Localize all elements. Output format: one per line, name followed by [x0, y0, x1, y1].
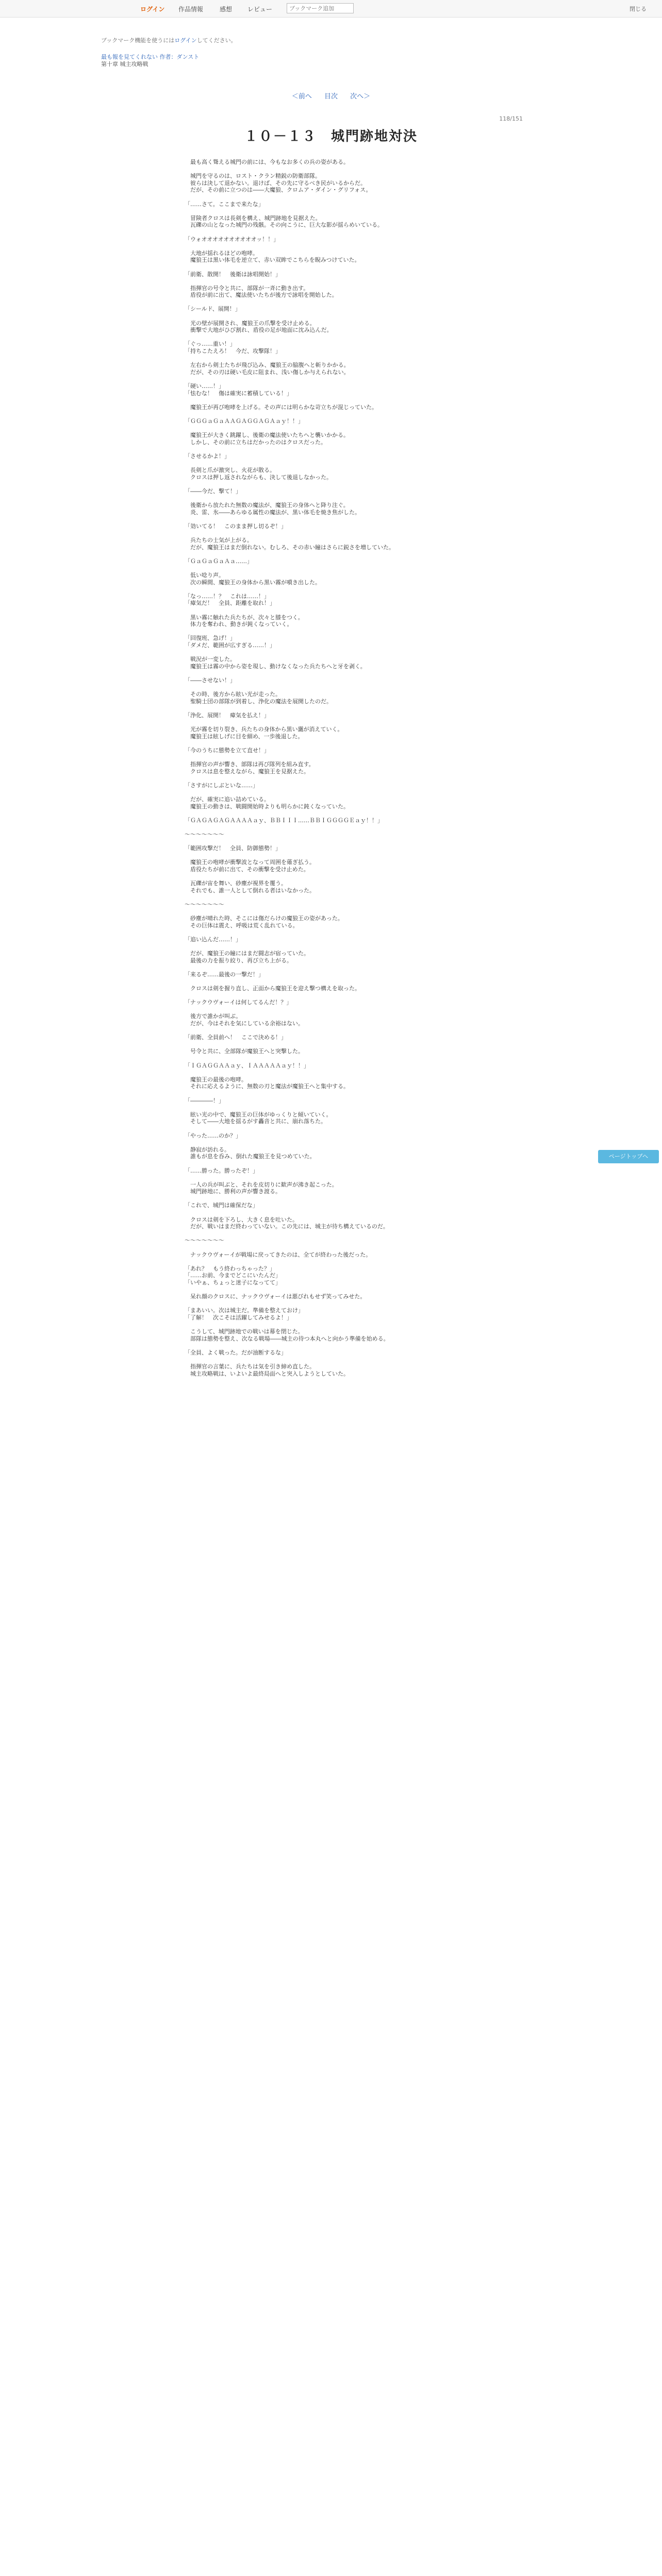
- body-line: [185, 1357, 473, 1364]
- body-line: 「持ちこたえろ！ 今だ、攻撃隊！」: [185, 348, 281, 355]
- body-line: [185, 1006, 473, 1013]
- body-line: [185, 929, 473, 936]
- next-link[interactable]: 次へ＞: [350, 93, 371, 100]
- body-line: 「瘴気だ！ 全員、距離を取れ！」: [185, 600, 275, 607]
- novel-body: [185, 159, 473, 1377]
- body-line: [185, 264, 473, 271]
- body-line: その時、後方から眩い光が走った。: [185, 691, 281, 698]
- toc-link[interactable]: 目次: [324, 93, 338, 100]
- body-line: 戦況が一変した。: [185, 656, 236, 663]
- body-line: 砂塵が晴れた時、そこには傷だらけの魔狼王の姿があった。: [185, 915, 343, 922]
- body-line: だが、その刃は硬い毛皮に阻まれ、浅い傷しか与えられない。: [185, 368, 350, 376]
- body-line: 「了解！ 次こそは活躍してみせるよ！」: [185, 1314, 292, 1321]
- body-line: [185, 852, 473, 859]
- pager: [0, 91, 662, 100]
- body-line: 指揮官の号令と共に、部隊が一斉に動き出す。: [185, 284, 309, 292]
- close-link[interactable]: 閉じる: [630, 6, 647, 12]
- body-line: [185, 411, 473, 418]
- body-line: [185, 628, 473, 635]
- body-line: 一人の兵が叫ぶと、それを皮切りに歓声が沸き起こった。: [185, 1181, 338, 1188]
- body-line: 「……勝った。勝ったぞ！」: [185, 1167, 258, 1174]
- body-line: 後衛から放たれた無数の魔法が、魔狼王の身体へと降り注ぐ。: [185, 502, 349, 509]
- body-line: 冒険者クロスは長剣を構え、城門跡地を見据えた。: [185, 214, 321, 222]
- body-line: [185, 1321, 473, 1329]
- body-line: 「今のうちに態勢を立て直せ！」: [185, 747, 270, 754]
- body-line: [185, 313, 473, 320]
- body-line: [185, 607, 473, 614]
- body-line: [185, 649, 473, 656]
- body-line: 「追い込んだ……！」: [185, 936, 241, 943]
- notice-post: してください。: [196, 37, 237, 44]
- body-line: [185, 810, 473, 817]
- body-line: [185, 278, 473, 285]
- body-line: [185, 824, 473, 831]
- body-line: 「――今だ、撃て！」: [185, 487, 241, 495]
- body-line: しかし、その前に立ちはだかったのはクロスだった。: [185, 438, 326, 446]
- bookmark-notice: [101, 36, 237, 44]
- body-line: だが、確実に追い詰めている。: [185, 796, 270, 803]
- body-line: 「……お前、今までどこにいたんだ」: [185, 1272, 281, 1279]
- body-line: 瓦礫が宙を舞い、砂塵が視界を覆う。: [185, 880, 287, 887]
- body-line: 眩い光の中で、魔狼王の巨体がゆっくりと傾いていく。: [185, 1111, 332, 1118]
- body-line: 号令と共に、全部隊が魔狼王へと突撃した。: [185, 1048, 304, 1055]
- body-line: 黒い霧に触れた兵たちが、次々と膝をつく。: [185, 614, 304, 621]
- body-line: [185, 754, 473, 761]
- body-line: [185, 446, 473, 453]
- body-line: [185, 1342, 473, 1349]
- body-line: [185, 1104, 473, 1111]
- body-line: [185, 1139, 473, 1146]
- body-line: 「ぐっ……重い！」: [185, 341, 236, 348]
- body-line: 次の瞬間、魔狼王の身体から黒い霧が噴き出した。: [185, 579, 321, 586]
- breadcrumb: [101, 54, 199, 68]
- body-line: 「さすがにしぶといな……」: [185, 782, 258, 789]
- body-line: [185, 565, 473, 572]
- body-line: だが、魔狼王はまだ倒れない。むしろ、その赤い瞳はさらに鋭さを増していた。: [185, 544, 394, 551]
- body-line: [185, 1055, 473, 1062]
- body-line: 「来るぞ……最後の一撃だ！」: [185, 971, 264, 978]
- body-line: [185, 873, 473, 880]
- body-line: 呆れ顔のクロスに、ナックウヴォーイは悪びれもせず笑ってみせた。: [185, 1293, 366, 1300]
- top-bar: [0, 0, 662, 18]
- body-line: 指揮官の声が響き、部隊は再び隊列を組み直す。: [185, 761, 315, 768]
- body-line: 炎、雷、氷――あらゆる属性の魔法が、黒い体毛を焼き焦がした。: [185, 509, 360, 516]
- body-line: [185, 943, 473, 951]
- body-line: 魔狼王の咆哮が衝撃波となって周囲を薙ぎ払う。: [185, 859, 315, 866]
- body-line: こうして、城門跡地での戦いは幕を閉じた。: [185, 1328, 304, 1335]
- body-line: ～～～～～～～: [185, 901, 224, 908]
- body-line: [185, 166, 473, 173]
- body-line: 後方で誰かが叫ぶ。: [185, 1013, 242, 1020]
- body-line: 「ナックウヴォーイは何してるんだ！？」: [185, 999, 292, 1006]
- bookmark-add-field[interactable]: [287, 3, 354, 13]
- body-line: 指揮官の言葉に、兵たちは気を引き締め直した。: [185, 1363, 315, 1370]
- breadcrumb-work[interactable]: 最も報を見てくれない 作者：ダンスト: [101, 54, 200, 60]
- body-line: 瓦礫の山となった城門の残骸。その向こうに、巨大な影が揺らめいている。: [185, 222, 383, 229]
- body-line: 最も高く聳える城門の前には、今もなお多くの兵の姿がある。: [185, 159, 349, 165]
- body-line: 「ＧＧＧａＧａＡＡＧＡＧＧＡＧＡａｙ！！」: [185, 417, 304, 425]
- body-line: 「あれ？ もう終わっちゃった？」: [185, 1265, 275, 1272]
- body-line: 衝撃で大地がひび割れ、盾役の足が地面に沈み込んだ。: [185, 327, 333, 334]
- body-line: 部隊は態勢を整え、次なる戦場――城主の待つ本丸へと向かう準備を始める。: [185, 1335, 389, 1342]
- body-line: [185, 978, 473, 985]
- body-line: 兵たちの士気が上がる。: [185, 537, 253, 544]
- body-line: その巨体は震え、呼吸は荒く乱れている。: [185, 922, 299, 929]
- chapter-title: １０－１３ 城門跡地対決: [244, 129, 418, 144]
- body-line: [185, 376, 473, 383]
- body-line: 最後の力を振り絞り、再び立ち上がる。: [185, 957, 292, 964]
- body-line: 魔狼王の動きは、戦闘開始時よりも明らかに鈍くなっていた。: [185, 803, 349, 810]
- body-line: [185, 516, 473, 523]
- body-line: 聖騎士団の部隊が到着し、浄化の魔法を展開したのだ。: [185, 698, 332, 705]
- body-line: 光が霧を切り裂き、兵たちの身体から黒い靄が消えていく。: [185, 726, 343, 733]
- body-line: [185, 1041, 473, 1048]
- notice-login-link[interactable]: ログイン: [174, 37, 197, 44]
- body-line: それに応えるように、無数の刃と魔法が魔狼王へと集中する。: [185, 1083, 349, 1090]
- body-line: 「回復班、急げ！」: [185, 635, 236, 642]
- body-line: 魔狼王は黒い体毛を逆立て、赤い双眸でこちらを睨みつけていた。: [185, 257, 360, 264]
- body-line: 「ウォオオオオオオオオオオッ！！」: [185, 235, 279, 243]
- body-line: [185, 719, 473, 726]
- login-link[interactable]: ログイン: [140, 6, 165, 13]
- body-line: それでも、誰一人として倒れる者はいなかった。: [185, 887, 315, 894]
- nav-impressions[interactable]: 感想: [220, 6, 233, 13]
- body-line: [185, 1244, 473, 1251]
- body-line: [185, 397, 473, 404]
- body-line: ～～～～～～～: [185, 831, 224, 838]
- body-line: [185, 1069, 473, 1076]
- body-line: 城門跡地に、勝利の声が響き渡る。: [185, 1188, 281, 1195]
- body-line: だが、戦いはまだ終わっていない。この先には、城主が待ち構えているのだ。: [185, 1223, 389, 1230]
- body-line: 魔狼王の最後の咆哮。: [185, 1076, 247, 1083]
- body-line: だが、その前に立つのは――大魔狼、クロムア・ダイン・グリフォス。: [185, 187, 372, 194]
- body-line: [185, 684, 473, 691]
- body-line: 「やった……のか？」: [185, 1132, 241, 1139]
- body-line: [185, 229, 473, 236]
- body-line: だが、今はそれを気にしている余裕はない。: [185, 1020, 304, 1027]
- body-line: クロスは息を整えながら、魔狼王を見据えた。: [185, 768, 309, 775]
- body-line: [185, 586, 473, 593]
- body-line: [185, 1230, 473, 1238]
- body-line: [185, 740, 473, 747]
- body-line: 体力を奪われ、動きが鈍くなっていく。: [185, 621, 293, 628]
- body-line: 誰もが息を呑み、倒れた魔狼王を見つめていた。: [185, 1153, 316, 1160]
- body-line: [185, 705, 473, 712]
- body-line: クロスは剣を握り直し、正面から魔狼王を迎え撃つ構えを取った。: [185, 985, 360, 992]
- body-line: 「怯むな！ 傷は確実に蓄積している！」: [185, 389, 292, 397]
- body-line: [185, 1195, 473, 1202]
- prev-link[interactable]: ＜前へ: [291, 93, 312, 100]
- body-line: 「これで、城門は確保だな」: [185, 1202, 258, 1209]
- body-line: 「範囲攻撃だ！ 全員、防御態勢！」: [185, 845, 281, 852]
- body-line: 魔狼王は霧の中から姿を現し、動けなくなった兵たちへと牙を剥く。: [185, 663, 366, 670]
- body-line: 魔狼王は眩しげに目を細め、一歩後退した。: [185, 733, 304, 740]
- body-line: だが、魔狼王の瞳にはまだ闘志が宿っていた。: [185, 950, 309, 957]
- body-line: 「――――！」: [185, 1097, 224, 1104]
- body-line: 「いやぁ、ちょっと迷子になってて」: [185, 1279, 281, 1286]
- body-line: [185, 243, 473, 250]
- body-line: [185, 194, 473, 201]
- body-line: 盾役たちが前に出て、その衝撃を受け止めた。: [185, 866, 309, 873]
- body-line: クロスは押し返されながらも、決して後退しなかった。: [185, 473, 332, 481]
- nav-work-info[interactable]: 作品情報: [178, 6, 204, 13]
- body-line: [185, 1286, 473, 1294]
- body-line: 左右から剣士たちが飛び込み、魔狼王の脇腹へと斬りかかる。: [185, 362, 350, 369]
- body-line: 「前衛、散開！ 後衛は詠唱開始！」: [185, 270, 281, 278]
- body-line: 静寂が訪れる。: [185, 1146, 230, 1153]
- body-line: [185, 964, 473, 971]
- body-line: 「前衛、全員前へ！ ここで決める！」: [185, 1034, 287, 1041]
- page-number: 118/151: [499, 115, 523, 122]
- body-line: [185, 208, 473, 215]
- breadcrumb-chapter: 第十章 城主攻略戦: [101, 61, 148, 67]
- body-line: 「全員、よく戦った。だが油断するな」: [185, 1349, 287, 1356]
- body-line: 「……さて。ここまで来たな」: [185, 200, 264, 208]
- body-line: [185, 460, 473, 467]
- body-line: [185, 894, 473, 901]
- body-line: [185, 1125, 473, 1132]
- body-line: クロスは剣を下ろし、大きく息を吐いた。: [185, 1216, 298, 1223]
- body-line: 「なっ……！？ これは……！」: [185, 592, 270, 600]
- body-line: 「させるかよ！」: [185, 452, 230, 460]
- body-line: 「効いてる！ このまま押し切るぞ！」: [185, 522, 287, 530]
- body-line: 彼らは決して退かない。退けば、その先に守るべき民がいるからだ。: [185, 179, 366, 187]
- body-line: 「まあいい。次は城主だ。準備を整えておけ」: [185, 1307, 304, 1314]
- body-line: [185, 481, 473, 488]
- body-line: 「シールド、展開！」: [185, 306, 241, 313]
- body-line: [185, 908, 473, 916]
- body-line: ～～～～～～～: [185, 1237, 224, 1244]
- body-line: [185, 425, 473, 432]
- body-line: 「ダメだ、範囲が広すぎる……！」: [185, 641, 275, 649]
- body-line: [185, 789, 473, 796]
- body-line: 「硬い……！」: [185, 383, 224, 389]
- body-line: 「ＩＧＡＧＧＡＡａｙ、ＩＡＡＡＡＡａｙ！！」: [185, 1062, 309, 1069]
- body-line: [185, 530, 473, 537]
- body-line: [185, 355, 473, 362]
- body-line: [185, 1174, 473, 1181]
- notice-pre: ブックマーク機能を使うには: [101, 37, 175, 44]
- body-line: [185, 838, 473, 845]
- body-line: [185, 551, 473, 558]
- body-line: [185, 775, 473, 782]
- body-line: [185, 1160, 473, 1167]
- body-line: [185, 1090, 473, 1097]
- body-line: 「ＧａＧａＧａＡａ……」: [185, 557, 253, 565]
- body-line: 「ＧＡＧＡＧＡＧＡＡＡＡａｙ、ＢＢＩＩＩ……ＢＢＩＧＧＧＧＥａｙ！！」: [185, 817, 383, 824]
- body-line: 城門を守るのは、ロスト・クラン精鋭の防衛部隊。: [185, 173, 321, 180]
- body-line: [185, 670, 473, 677]
- body-line: 「浄化、展開！ 瘴気を払え！」: [185, 711, 270, 719]
- body-line: [185, 1209, 473, 1216]
- body-line: 長剣と爪が激突し、火花が散る。: [185, 467, 275, 474]
- nav-review[interactable]: レビュー: [247, 6, 273, 13]
- body-line: 魔狼王が大きく跳躍し、後衛の魔法使いたちへと襲いかかる。: [185, 432, 349, 439]
- body-line: 魔狼王が再び咆哮を上げる。その声には明らかな苛立ちが混じっていた。: [185, 403, 377, 411]
- body-line: [185, 992, 473, 999]
- body-line: そして――大地を揺るがす轟音と共に、崩れ落ちた。: [185, 1118, 326, 1125]
- body-line: 低い唸り声。: [185, 572, 224, 579]
- body-line: [185, 299, 473, 306]
- page-top-button[interactable]: ページトップへ: [598, 1150, 659, 1163]
- body-line: 城主攻略戦は、いよいよ最終局面へと突入しようとしていた。: [185, 1370, 349, 1377]
- body-line: 大地が揺れるほどの咆哮。: [185, 249, 258, 257]
- body-line: 盾役が前に出て、魔法使いたちが後方で詠唱を開始した。: [185, 292, 338, 299]
- body-line: 光の壁が展開され、魔狼王の爪撃を受け止める。: [185, 319, 316, 327]
- body-line: ナックウヴォーイが戦場に戻ってきたのは、全てが終わった後だった。: [185, 1251, 372, 1258]
- body-line: [185, 495, 473, 502]
- body-line: [185, 1027, 473, 1035]
- body-line: [185, 1300, 473, 1308]
- body-line: 「――させない！」: [185, 676, 236, 684]
- body-line: [185, 334, 473, 341]
- body-line: [185, 1258, 473, 1265]
